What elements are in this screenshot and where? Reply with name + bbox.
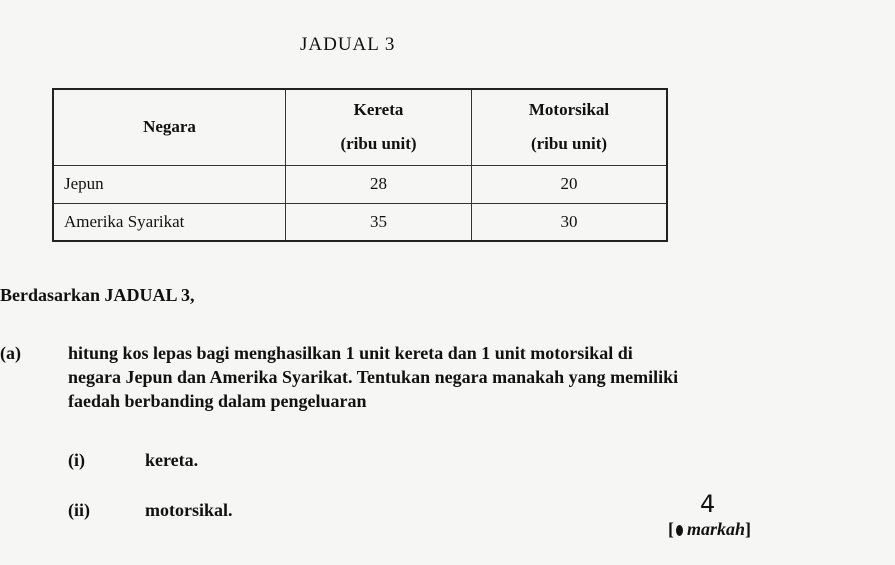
part-i-label: (i) (68, 450, 85, 470)
cell-country: Jepun (53, 165, 286, 203)
header-motorsikal-line1: Motorsikal (528, 100, 610, 120)
cell-motorsikal: 30 (472, 203, 668, 241)
part-i-text: kereta. (145, 450, 199, 470)
table-title: JADUAL 3 (300, 34, 396, 55)
cell-country: Amerika Syarikat (53, 203, 286, 241)
marks-label: markah (687, 519, 746, 539)
marks-allocation: [ markah] (668, 519, 752, 539)
table-row (53, 203, 667, 241)
part-ii-text: motorsikal. (145, 500, 233, 520)
question-a-label: (a) (0, 343, 21, 363)
header-kereta-line2: (ribu unit) (340, 134, 417, 154)
intro-text: Berdasarkan JADUAL 3, (0, 285, 195, 305)
handwritten-mark: 4 (700, 490, 716, 518)
question-a-line: negara Jepun dan Amerika Syarikat. Tentukan negara manakah yang memiliki (68, 367, 679, 387)
part-ii-label: (ii) (68, 500, 90, 520)
header-motorsikal-line2: (ribu unit) (530, 134, 608, 154)
header-kereta-line1: Kereta (353, 100, 404, 120)
question-a-line: faedah berbanding dalam pengeluaran (68, 391, 367, 411)
header-kereta (286, 89, 472, 165)
table-row (53, 165, 667, 203)
cell-kereta: 28 (286, 165, 472, 203)
cell-motorsikal: 20 (472, 165, 668, 203)
data-table (52, 88, 668, 242)
blot-icon (676, 525, 683, 536)
question-a-line: hitung kos lepas bagi menghasilkan 1 unit kereta dan 1 unit motorsikal di (68, 343, 633, 363)
header-negara: Negara (53, 89, 286, 165)
header-motorsikal (472, 89, 668, 165)
cell-kereta: 35 (286, 203, 472, 241)
table-header-row (53, 89, 667, 165)
